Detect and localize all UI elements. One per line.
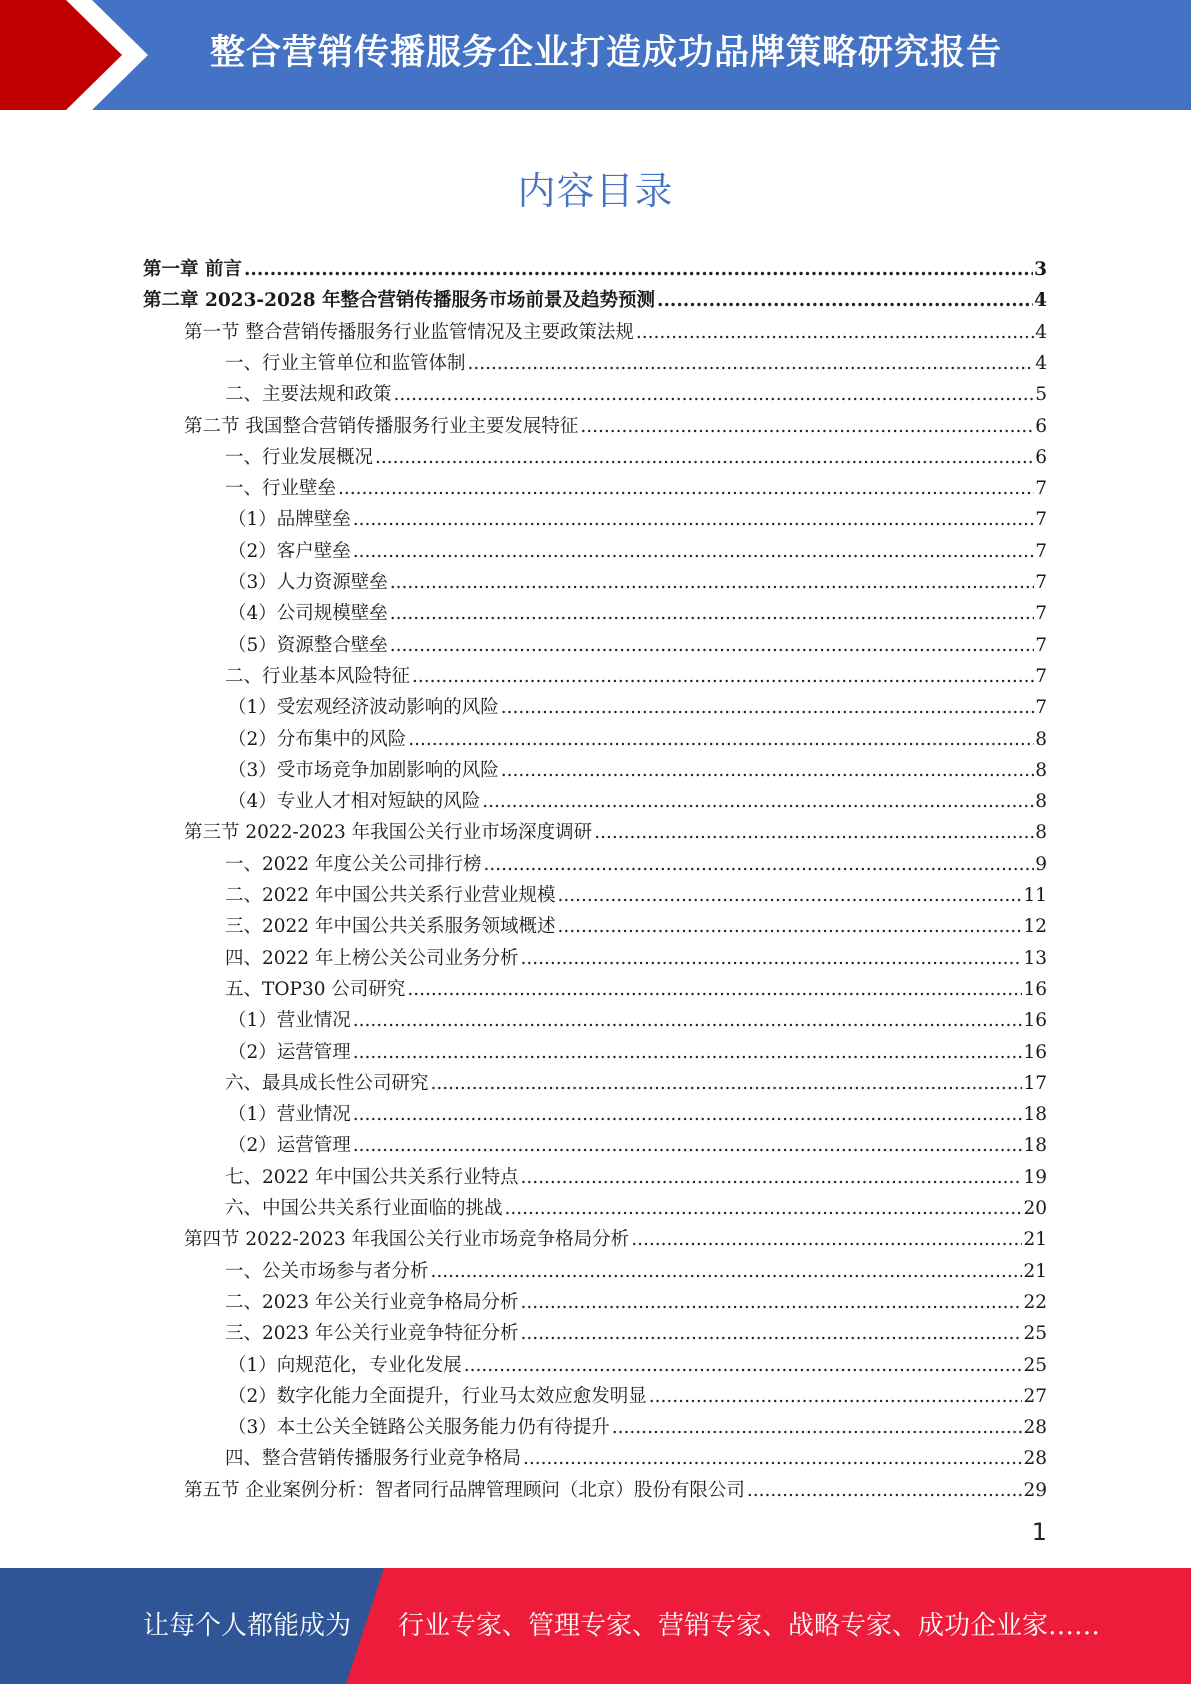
- toc-entry-page: 18: [1023, 1104, 1047, 1126]
- toc-leader-dots: [501, 692, 1034, 723]
- page-footer: [0, 1568, 1191, 1684]
- toc-entry-label: （2）运营管理: [228, 1135, 351, 1157]
- toc-entry-page: 20: [1023, 1198, 1047, 1219]
- toc-entry-label: （4）公司规模壁垒: [228, 603, 388, 625]
- toc-entry-page: 4: [1035, 352, 1047, 374]
- toc-entry-page: 25: [1023, 1354, 1047, 1376]
- toc-entry[interactable]: [228, 1037, 1047, 1068]
- toc-entry-page: 28: [1023, 1417, 1047, 1439]
- toc-entry[interactable]: [228, 692, 1047, 723]
- toc-entry-label: （1）受宏观经济波动影响的风险: [228, 697, 499, 719]
- toc-entry[interactable]: [228, 724, 1047, 755]
- toc-entry-label: 第二章 2023-2028 年整合营销传播服务市场前景及趋势预测: [143, 290, 656, 312]
- toc-leader-dots: [464, 1350, 1023, 1381]
- toc-entry-page: 6: [1035, 446, 1047, 468]
- toc-leader-dots: [407, 974, 1022, 1005]
- toc-leader-dots: [501, 755, 1034, 786]
- toc-entry[interactable]: [228, 1005, 1047, 1036]
- toc-entry-page: 22: [1023, 1291, 1047, 1313]
- toc-entry-label: 二、行业基本风险特征: [225, 665, 411, 687]
- toc-leader-dots: [353, 536, 1034, 567]
- toc-entry[interactable]: [225, 974, 1047, 1005]
- toc-entry-label: 第四节 2022-2023 年我国公关行业市场竞争格局分析: [184, 1229, 630, 1251]
- toc-entry[interactable]: [228, 567, 1047, 598]
- toc-entry-page: 16: [1023, 978, 1047, 1000]
- toc-leader-dots: [483, 849, 1034, 880]
- toc-entry-label: （2）数字化能力全面提升，行业马太效应愈发明显: [228, 1385, 647, 1407]
- toc-leader-dots: [520, 1162, 1022, 1193]
- toc-entry[interactable]: [225, 1443, 1047, 1474]
- toc-entry[interactable]: [225, 348, 1047, 379]
- toc-leader-dots: [636, 317, 1034, 348]
- toc-leader-dots: [353, 504, 1034, 535]
- toc-entry-page: 7: [1035, 540, 1047, 562]
- toc-leader-dots: [657, 285, 1033, 316]
- toc-leader-dots: [338, 473, 1034, 504]
- toc-entry-label: 六、最具成长性公司研究: [225, 1072, 429, 1094]
- toc-leader-dots: [482, 786, 1034, 817]
- toc-leader-dots: [649, 1381, 1023, 1412]
- toc-entry[interactable]: [225, 661, 1047, 692]
- toc-entry-label: 第一节 整合营销传播服务行业监管情况及主要政策法规: [184, 321, 634, 343]
- toc-entry-page: 7: [1035, 665, 1047, 687]
- toc-entry-page: 12: [1023, 916, 1047, 938]
- toc-entry-label: 七、2022 年中国公共关系行业特点: [225, 1166, 519, 1188]
- toc-entry-page: 21: [1023, 1260, 1047, 1282]
- toc-leader-dots: [631, 1224, 1022, 1255]
- toc-entry-page: 13: [1023, 947, 1047, 969]
- toc-entry-label: 二、2022 年中国公共关系行业营业规模: [225, 885, 556, 906]
- toc-entry-page: 8: [1035, 822, 1047, 844]
- toc-leader-dots: [408, 724, 1034, 755]
- toc-entry-page: 7: [1035, 572, 1047, 593]
- toc-entry-label: （4）专业人才相对短缺的风险: [228, 791, 481, 813]
- toc-entry-page: 4: [1035, 321, 1047, 343]
- toc-entry-page: 8: [1035, 728, 1047, 750]
- toc-entry-label: （5）资源整合壁垒: [228, 634, 388, 656]
- toc-entry-label: 四、整合营销传播服务行业竞争格局: [225, 1448, 522, 1470]
- toc-entry-label: 四、2022 年上榜公关公司业务分析: [225, 947, 519, 969]
- toc-entry[interactable]: [225, 849, 1047, 880]
- toc-entry[interactable]: [143, 285, 1047, 316]
- toc-entry-label: （1）品牌壁垒: [228, 509, 351, 531]
- toc-entry[interactable]: [184, 1224, 1047, 1255]
- toc-leader-dots: [390, 567, 1034, 598]
- toc-entry-label: （1）营业情况: [228, 1010, 351, 1032]
- toc-entry[interactable]: [225, 473, 1047, 504]
- toc-leader-dots: [353, 1130, 1023, 1161]
- toc-entry[interactable]: [225, 1287, 1047, 1318]
- toc-leader-dots: [431, 1068, 1023, 1099]
- toc-entry-page: 25: [1023, 1323, 1047, 1345]
- toc-leader-dots: [505, 1193, 1023, 1224]
- toc-entry[interactable]: [184, 1475, 1047, 1506]
- toc-entry[interactable]: [225, 943, 1047, 974]
- toc-leader-dots: [375, 442, 1034, 473]
- toc-entry[interactable]: [225, 1256, 1047, 1287]
- toc-leader-dots: [353, 1037, 1023, 1068]
- toc-leader-dots: [431, 1256, 1023, 1287]
- page-header: [0, 0, 1191, 110]
- toc-entry-page: 16: [1023, 1041, 1047, 1063]
- toc-leader-dots: [612, 1412, 1023, 1443]
- toc-entry-label: （3）受市场竞争加剧影响的风险: [228, 759, 499, 781]
- toc-entry-page: 9: [1035, 853, 1047, 875]
- toc-entry-label: 一、公关市场参与者分析: [225, 1260, 429, 1282]
- toc-leader-dots: [580, 411, 1034, 442]
- toc-entry-page: 4: [1034, 290, 1047, 312]
- toc-entry[interactable]: [228, 598, 1047, 629]
- toc-entry[interactable]: [143, 254, 1047, 285]
- toc-leader-dots: [390, 598, 1034, 629]
- toc-entry-page: 7: [1035, 603, 1047, 625]
- toc-entry-label: 第五节 企业案例分析：智者同行品牌管理顾问（北京）股份有限公司: [184, 1479, 745, 1501]
- toc-leader-dots: [412, 661, 1034, 692]
- toc-entry[interactable]: [225, 442, 1047, 473]
- toc-entry-label: （3）人力资源壁垒: [228, 572, 388, 593]
- toc-entry-label: （3）本土公关全链路公关服务能力仍有待提升: [228, 1417, 610, 1439]
- toc-entry[interactable]: [184, 317, 1047, 348]
- toc-entry-page: 18: [1023, 1135, 1047, 1157]
- toc-entry-label: 一、行业发展概况: [225, 446, 374, 468]
- toc-entry-label: 一、2022 年度公关公司排行榜: [225, 853, 482, 875]
- toc-leader-dots: [390, 630, 1034, 661]
- report-title: 整合营销传播服务企业打造成功品牌策略研究报告: [210, 33, 1003, 73]
- toc-entry-page: 19: [1023, 1166, 1047, 1188]
- toc-entry-page: 16: [1023, 1010, 1047, 1032]
- toc-entry[interactable]: [228, 1350, 1047, 1381]
- toc-entry-label: 第二节 我国整合营销传播服务行业主要发展特征: [184, 415, 579, 437]
- toc-entry-label: 六、中国公共关系行业面临的挑战: [225, 1198, 503, 1219]
- toc-entry[interactable]: [228, 1381, 1047, 1412]
- toc-leader-dots: [394, 379, 1035, 410]
- toc-leader-dots: [244, 254, 1033, 285]
- toc-entry-page: 17: [1023, 1072, 1047, 1094]
- toc-entry-page: 29: [1023, 1479, 1047, 1501]
- toc-entry-page: 7: [1035, 478, 1047, 500]
- toc-entry[interactable]: [228, 786, 1047, 817]
- toc-entry-label: 一、行业壁垒: [225, 478, 337, 500]
- toc-entry-label: 三、2023 年公关行业竞争特征分析: [225, 1323, 519, 1345]
- toc-entry[interactable]: [225, 1318, 1047, 1349]
- toc-leader-dots: [523, 1443, 1022, 1474]
- toc-entry-page: 7: [1035, 509, 1047, 531]
- toc-entry[interactable]: [225, 1068, 1047, 1099]
- toc-entry[interactable]: [228, 1099, 1047, 1130]
- toc-leader-dots: [520, 1287, 1022, 1318]
- header-red-arrow-decoration: [0, 0, 160, 110]
- toc-leader-dots: [468, 348, 1035, 379]
- toc-entry[interactable]: [225, 880, 1047, 911]
- toc-entry[interactable]: [228, 536, 1047, 567]
- toc-entry[interactable]: [225, 1193, 1047, 1224]
- toc-entry-page: 6: [1035, 415, 1047, 437]
- toc-entry[interactable]: [225, 1162, 1047, 1193]
- toc-entry-label: （2）客户壁垒: [228, 540, 351, 562]
- toc-entry[interactable]: [225, 911, 1047, 942]
- toc-entry-label: 二、主要法规和政策: [225, 384, 392, 406]
- toc-entry[interactable]: [228, 1130, 1047, 1161]
- toc-leader-dots: [520, 943, 1022, 974]
- toc-entry-label: 一、行业主管单位和监管体制: [225, 352, 466, 374]
- toc-heading: 内容目录: [517, 169, 674, 213]
- toc-leader-dots: [747, 1475, 1023, 1506]
- toc-entry[interactable]: [228, 630, 1047, 661]
- toc-entry-label: （2）运营管理: [228, 1041, 351, 1063]
- toc-entry-label: 第一章 前言: [143, 259, 242, 280]
- toc-entry-label: 第三节 2022-2023 年我国公关行业市场深度调研: [184, 822, 593, 844]
- toc-entry-page: 8: [1035, 759, 1047, 781]
- toc-entry-label: 三、2022 年中国公共关系服务领域概述: [225, 916, 556, 938]
- toc-entry-label: （1）向规范化，专业化发展: [228, 1354, 462, 1376]
- footer-slogan-left: 让每个人都能成为: [143, 1611, 352, 1641]
- toc-entry-page: 7: [1035, 697, 1047, 719]
- toc-entry[interactable]: [228, 504, 1047, 535]
- toc-entry-page: 28: [1023, 1448, 1047, 1470]
- toc-entry[interactable]: [184, 411, 1047, 442]
- toc-entry[interactable]: [228, 755, 1047, 786]
- toc-entry[interactable]: [228, 1412, 1047, 1443]
- toc-leader-dots: [353, 1005, 1023, 1036]
- toc-entry-page: 21: [1023, 1229, 1047, 1251]
- toc-leader-dots: [353, 1099, 1023, 1130]
- toc-entry[interactable]: [184, 817, 1047, 848]
- toc-leader-dots: [520, 1318, 1022, 1349]
- toc-entry-page: 8: [1035, 791, 1047, 813]
- toc-entry-label: 二、2023 年公关行业竞争格局分析: [225, 1291, 519, 1313]
- toc-entry-page: 5: [1035, 384, 1047, 406]
- toc-leader-dots: [557, 880, 1022, 911]
- toc-entry-page: 27: [1023, 1385, 1047, 1407]
- toc-entry-label: 五、TOP30 公司研究: [225, 978, 406, 1000]
- toc-leader-dots: [557, 911, 1022, 942]
- toc-entry[interactable]: [225, 379, 1047, 410]
- page-number: 1: [1031, 1518, 1047, 1546]
- toc-entry-page: 3: [1034, 259, 1047, 280]
- toc-entry-page: 11: [1023, 885, 1047, 906]
- toc-entry-label: （1）营业情况: [228, 1104, 351, 1126]
- toc-entry-page: 7: [1035, 634, 1047, 656]
- footer-slogan-right: 行业专家、管理专家、营销专家、战略专家、成功企业家……: [398, 1611, 1101, 1641]
- toc-leader-dots: [594, 817, 1034, 848]
- toc-entry-label: （2）分布集中的风险: [228, 728, 407, 750]
